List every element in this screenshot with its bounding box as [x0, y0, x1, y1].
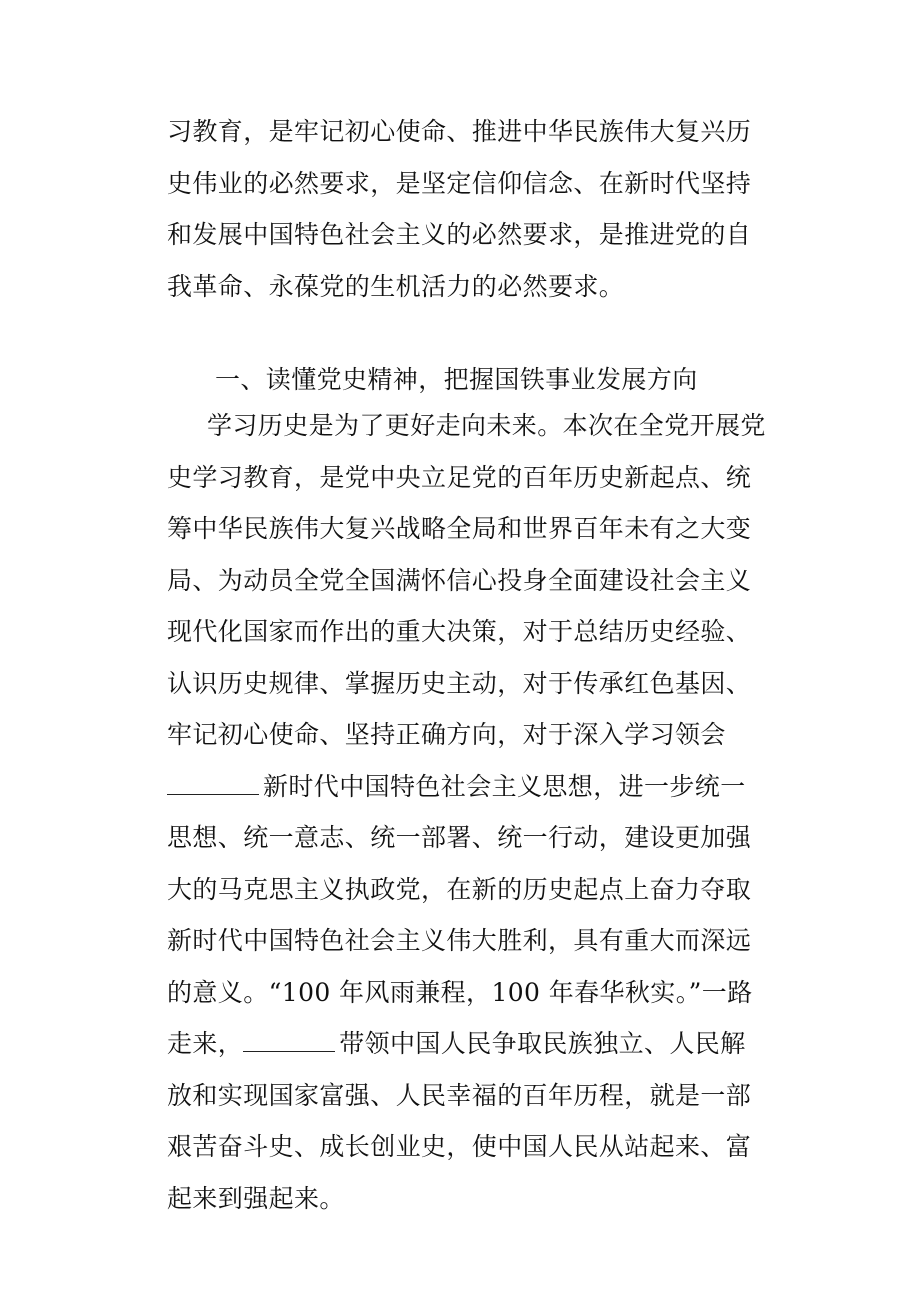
continuation-paragraph	[167, 106, 752, 312]
section-heading	[167, 354, 747, 406]
paragraph-line: 思想、统一意志、统一部署、统一行动，建设更加强	[167, 823, 752, 852]
paragraph-line: 筹中华民族伟大复兴战略全局和世界百年未有之大变	[167, 514, 752, 543]
paragraph-line: 和发展中国特色社会主义的必然要求，是推进党的自	[167, 220, 752, 249]
paragraph-line: 牢记初心使命、坚持正确方向，对于深入学习领会	[167, 720, 726, 749]
line-text: 带领中国人民争取民族独立、人民解	[339, 1029, 746, 1058]
section-heading-text: 一、读懂党史精神，把握国铁事业发展方向	[215, 365, 698, 394]
line-prefix: 走来，	[167, 1029, 244, 1058]
paragraph-line	[167, 761, 747, 813]
line-text: 新时代中国特色社会主义思想，进一步统一	[263, 771, 746, 801]
paragraph-line: 现代化国家而作出的重大决策，对于总结历史经验、	[167, 617, 752, 646]
paragraph-line: 史伟业的必然要求，是坚定信仰信念、在新时代坚持	[167, 168, 752, 198]
paragraph-line: 大的马克思主义执政党，在新的历史起点上奋力夺取	[167, 874, 752, 904]
section-paragraph	[167, 400, 766, 1224]
paragraph-line: 放和实现国家富强、人民幸福的百年历程，就是一部	[167, 1080, 752, 1110]
blank-underline	[243, 1035, 335, 1052]
paragraph-line: 史学习教育，是党中央立足党的百年历史新起点、统	[167, 462, 752, 492]
paragraph-line: 的意义。“100 年风雨兼程，100 年春华秋实。”一路	[167, 977, 753, 1007]
paragraph-line: 认识历史规律、掌握历史主动，对于传承红色基因、	[167, 668, 752, 698]
paragraph-line	[167, 1018, 747, 1070]
paragraph-line: 习教育，是牢记初心使命、推进中华民族伟大复兴历	[167, 117, 752, 146]
paragraph-line: 学习历史是为了更好走向未来。本次在全党开展党	[207, 411, 766, 440]
paragraph-line: 艰苦奋斗史、成长创业史，使中国人民从站起来、富	[167, 1132, 752, 1161]
paragraph-line: 新时代中国特色社会主义伟大胜利，具有重大而深远	[167, 926, 752, 955]
paragraph-line: 我革命、永葆党的生机活力的必然要求。	[167, 271, 625, 301]
paragraph-line: 局、为动员全党全国满怀信心投身全面建设社会主义	[167, 565, 752, 595]
paragraph-line: 起来到强起来。	[167, 1183, 345, 1213]
blank-underline	[167, 778, 259, 795]
